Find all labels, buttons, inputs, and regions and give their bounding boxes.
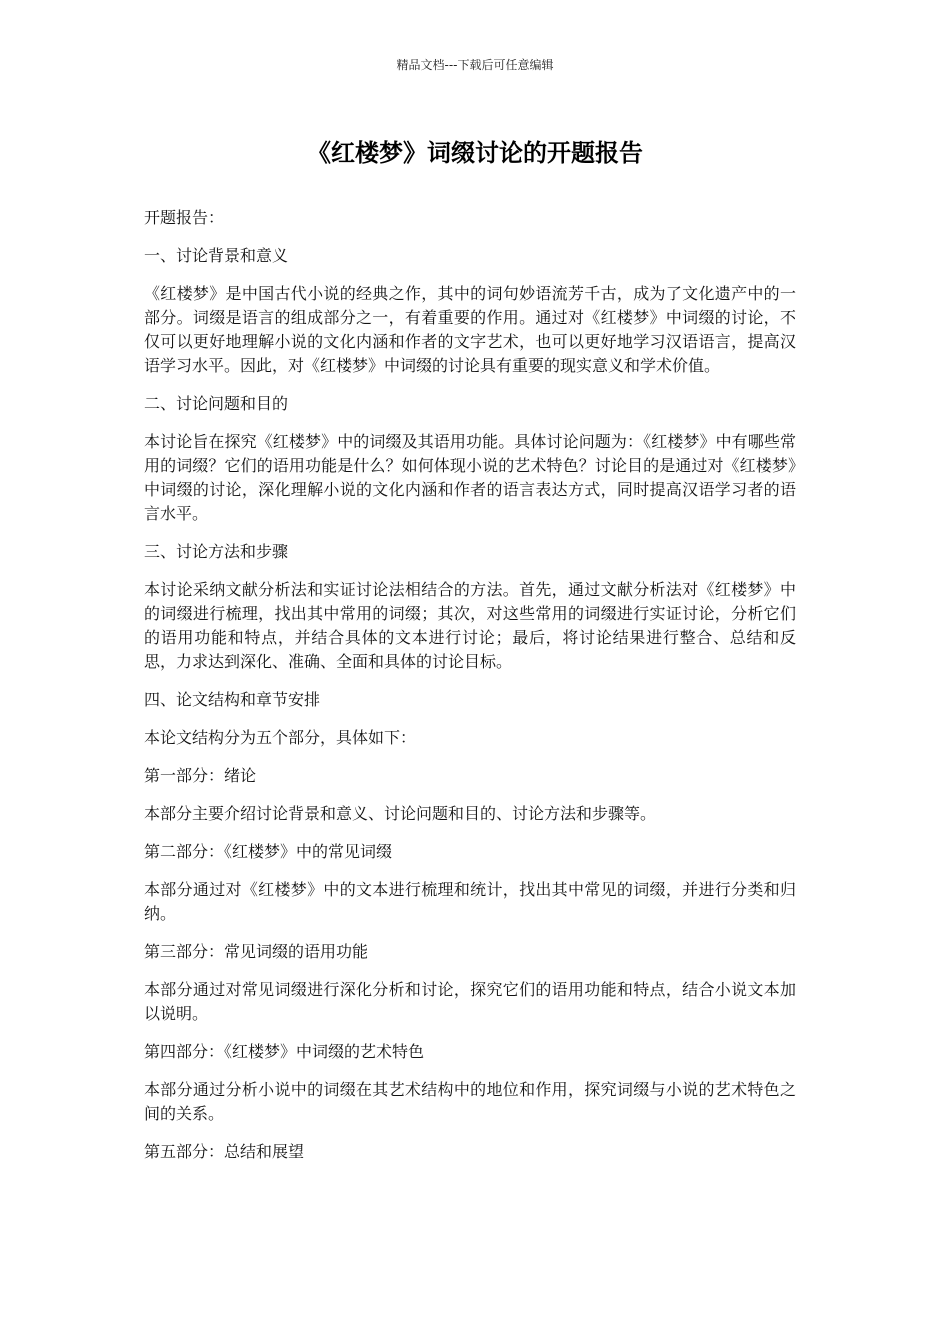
section-heading-background: 一、讨论背景和意义 [144,246,289,265]
part-three-text: 本部分通过对常见词缀进行深化分析和讨论，探究它们的语用功能和特点，结合小说文本加以说明。 [144,980,796,1023]
part-three-heading: 第三部分：常见词缀的语用功能 [144,942,369,961]
part-two-heading: 第二部分：《红楼梦》中的常见词缀 [144,842,393,861]
document-body [144,206,796,1178]
document-title: 《红楼梦》词缀讨论的开题报告 [307,139,643,167]
report-label: 开题报告： [144,208,225,227]
part-one-heading: 第一部分：绪论 [144,766,257,785]
part-five-heading: 第五部分：总结和展望 [144,1142,305,1161]
paragraph-structure-intro: 本论文结构分为五个部分，具体如下： [144,728,417,747]
paragraph-questions: 本讨论旨在探究《红楼梦》中的词缀及其语用功能。具体讨论问题为：《红楼梦》中有哪些常用的词缀？它们的语用功能是什么？如何体现小说的艺术特色？讨论目的是通过对《红楼梦》中词缀的讨论，深化理解小说的文化内涵和作者的语言表达方式，同时提高汉语学习者的语言水平。 [144,432,796,523]
part-four-text: 本部分通过分析小说中的词缀在其艺术结构中的地位和作用，探究词缀与小说的艺术特色之间的关系。 [144,1080,796,1123]
paragraph-background: 《红楼梦》是中国古代小说的经典之作，其中的词句妙语流芳千古，成为了文化遗产中的一部分。词缀是语言的组成部分之一，有着重要的作用。通过对《红楼梦》中词缀的讨论，不仅可以更好地理解小说的文化内涵和作者的文字艺术，也可以更好地学习汉语语言，提高汉语学习水平。因此，对《红楼梦》中词缀的讨论具有重要的现实意义和学术价值。 [144,284,796,375]
part-one-text: 本部分主要介绍讨论背景和意义、讨论问题和目的、讨论方法和步骤等。 [144,804,657,823]
section-heading-methods: 三、讨论方法和步骤 [144,542,289,561]
part-four-heading: 第四部分：《红楼梦》中词缀的艺术特色 [144,1042,425,1061]
part-two-text: 本部分通过对《红楼梦》中的文本进行梳理和统计，找出其中常见的词缀，并进行分类和归纳。 [144,880,796,923]
paragraph-methods: 本讨论采纳文献分析法和实证讨论法相结合的方法。首先，通过文献分析法对《红楼梦》中的词缀进行梳理，找出其中常用的词缀；其次，对这些常用的词缀进行实证讨论，分析它们的语用功能和特点，并结合具体的文本进行讨论；最后，将讨论结果进行整合、总结和反思，力求达到深化、准确、全面和具体的讨论目标。 [144,580,796,671]
section-heading-questions: 二、讨论问题和目的 [144,394,289,413]
section-heading-structure: 四、论文结构和章节安排 [144,690,321,709]
header-note: 精品文档---下载后可任意编辑 [396,58,554,72]
